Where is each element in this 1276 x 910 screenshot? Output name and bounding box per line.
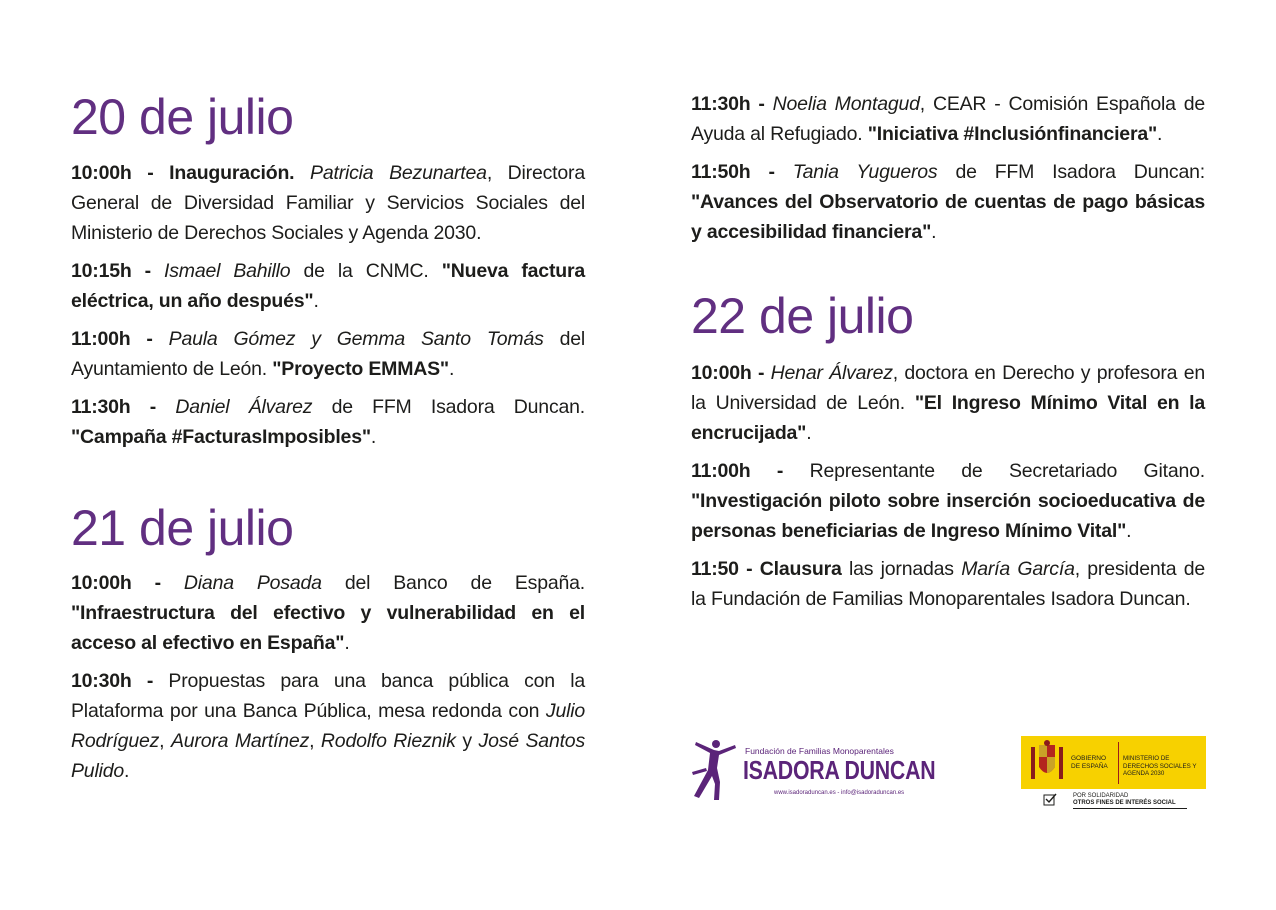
agenda-entry: 11:30h - Daniel Álvarez de FFM Isadora Duncan. "Campaña #FacturasImposibles". [71, 396, 585, 448]
agenda-entry: 11:50h - Tania Yugueros de FFM Isadora Duncan: "Avances del Observatorio de cuentas de pago básicas y accesibilidad financiera". [691, 161, 1205, 243]
gobierno-banner [1021, 736, 1206, 789]
day-title-20: 20 de julio [71, 89, 294, 145]
isadora-duncan-logo [690, 738, 936, 802]
agenda-entry: 11:30h - Noelia Montagud, CEAR - Comisión Española de Ayuda al Refugiado. "Iniciativa #Inclusiónfinanciera". [691, 93, 1205, 145]
dancer-icon [690, 738, 742, 802]
brand-web: www.isadoraduncan.es - info@isadoraduncan.es [774, 790, 905, 796]
ministerio-text: MINISTERIO DE DERECHOS SOCIALES Y AGENDA 2030 [1123, 755, 1197, 777]
foundation-name: Fundación de Familias Monoparentales [745, 746, 894, 756]
agenda-20 [71, 158, 585, 460]
underline [1073, 808, 1187, 809]
coat-of-arms-icon [1027, 739, 1067, 786]
brand-name: ISADORA DUNCAN [743, 755, 936, 785]
fines-text: OTROS FINES DE INTERÉS SOCIAL [1073, 800, 1176, 806]
agenda-entry: 11:00h - Paula Gómez y Gemma Santo Tomás del Ayuntamiento de León. "Proyecto EMMAS". [71, 328, 585, 380]
agenda-entry: 10:00h - Diana Posada del Banco de España. "Infraestructura del efectivo y vulnerabilidad en el acceso al efectivo en España". [71, 572, 586, 654]
agenda-entry: 10:15h - Ismael Bahillo de la CNMC. "Nueva factura eléctrica, un año después". [71, 260, 585, 312]
gobierno-text: GOBIERNO DE ESPAÑA [1071, 755, 1108, 770]
logo-divider [1118, 742, 1119, 784]
solidaridad-text: POR SOLIDARIDAD [1073, 793, 1129, 799]
agenda-entry: 10:30h - Propuestas para una banca pública con la Plataforma por una Banca Pública, mesa redonda con Julio Rodríguez, Aurora Martínez, Rodolfo Rieznik y José Santos Pulido. [71, 670, 585, 782]
agenda-22 [691, 358, 1205, 622]
agenda-21-part2 [691, 89, 1205, 255]
agenda-entry: 10:00h - Henar Álvarez, doctora en Derecho y profesora en la Universidad de León. "El Ingreso Mínimo Vital en la encrucijada". [691, 362, 1205, 444]
day-title-21: 21 de julio [71, 500, 294, 556]
gobierno-logo [1021, 736, 1206, 812]
agenda-entry: 11:50 - Clausura las jornadas María García, presidenta de la Fundación de Familias Monoparentales Isadora Duncan. [691, 558, 1205, 610]
checkbox-icon [1043, 793, 1057, 806]
day-title-22: 22 de julio [691, 288, 914, 344]
agenda-entry: 11:00h - Representante de Secretariado Gitano. "Investigación piloto sobre inserción socioeducativa de personas beneficiarias de Ingreso Mínimo Vital". [691, 460, 1205, 542]
agenda-entry: 10:00h - Inauguración. Patricia Bezunartea, Directora General de Diversidad Familiar y Servicios Sociales del Ministerio de Derechos Sociales y Agenda 2030. [71, 162, 585, 244]
agenda-21-part1 [71, 568, 585, 794]
